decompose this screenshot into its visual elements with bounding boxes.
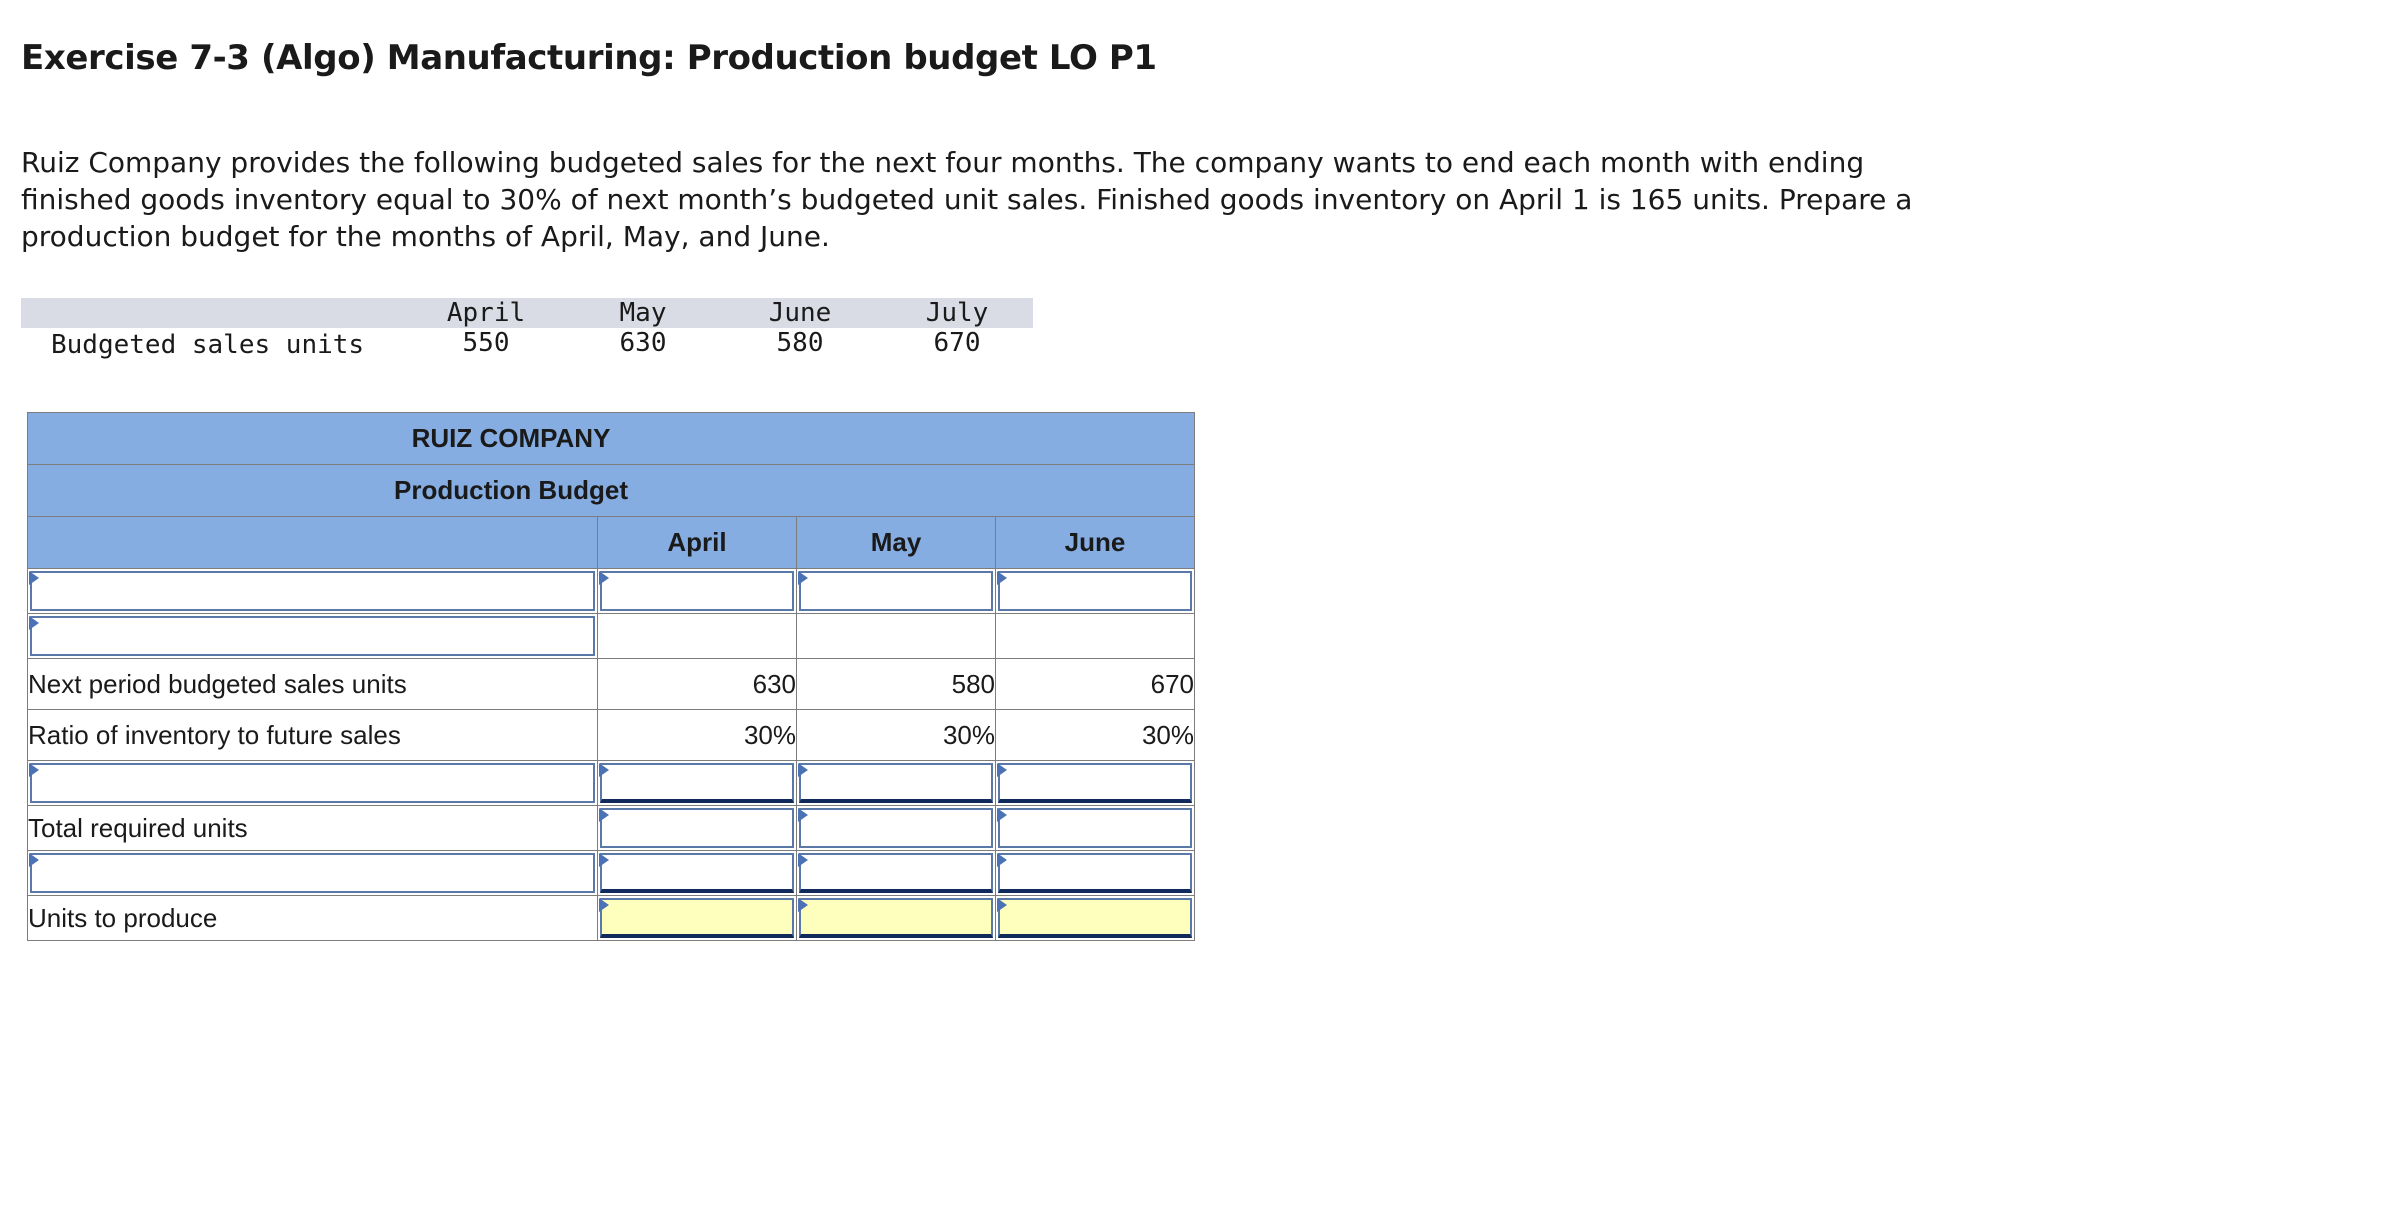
input-flag-icon [798,853,808,867]
inventory-ratio-label: Ratio of inventory to future sales [28,710,598,761]
row2-may-cell [797,614,996,659]
row2-april-cell [598,614,797,659]
input-flag-icon [798,808,808,822]
input-flag-icon [599,763,609,777]
total-required-label: Total required units [28,806,598,851]
row1-may-input[interactable] [797,569,996,614]
ratio-may: 30% [797,710,996,761]
sales-value-may: 630 [619,328,667,358]
row7-april-input[interactable] [598,851,797,896]
row5-april-input[interactable] [598,761,797,806]
row1-june-input[interactable] [996,569,1195,614]
sales-value-june: 580 [776,328,824,358]
dropdown-flag-icon [29,571,39,585]
row5-label-input[interactable] [28,761,598,806]
sales-month-june: June [768,298,832,328]
production-budget-table [27,412,1195,941]
budgeted-sales-table [21,298,1033,362]
input-flag-icon [599,808,609,822]
row1-label-input[interactable] [28,569,598,614]
total-required-may-input[interactable] [797,806,996,851]
row7-may-input[interactable] [797,851,996,896]
next-sales-april: 630 [598,659,797,710]
row2-label-input[interactable] [28,614,598,659]
input-flag-icon [997,571,1007,585]
next-period-sales-label: Next period budgeted sales units [28,659,598,710]
row5-june-input[interactable] [996,761,1195,806]
sales-value-july: 670 [933,328,981,358]
column-header-june: June [996,517,1195,569]
exercise-title: Exercise 7-3 (Algo) Manufacturing: Production budget LO P1 [21,38,1157,78]
sales-month-july: July [925,298,989,328]
ratio-april: 30% [598,710,797,761]
row2-june-cell [996,614,1195,659]
input-flag-icon [599,571,609,585]
input-flag-icon [997,763,1007,777]
input-flag-icon [798,763,808,777]
input-flag-icon [997,853,1007,867]
row5-may-input[interactable] [797,761,996,806]
sales-values-row [21,328,1033,362]
input-flag-icon [997,898,1007,912]
units-to-produce-june-input[interactable] [996,896,1195,941]
row7-label-input[interactable] [28,851,598,896]
company-name-header: RUIZ COMPANY [28,413,1195,465]
next-sales-june: 670 [996,659,1195,710]
units-to-produce-may-input[interactable] [797,896,996,941]
sales-value-april: 550 [462,328,510,358]
sales-header-row [21,298,1033,328]
row7-june-input[interactable] [996,851,1195,896]
sales-month-may: May [619,298,667,328]
exercise-instructions: Ruiz Company provides the following budgeted sales for the next four months. The company wants to end each month with ending finished goods inventory equal to 30% of next month’s budgeted unit sales. Finished goods inventory on April 1 is 165 units. Prepare a production budget for the months of April, May, and June. [21,146,1913,253]
units-to-produce-april-input[interactable] [598,896,797,941]
total-required-april-input[interactable] [598,806,797,851]
total-required-june-input[interactable] [996,806,1195,851]
next-sales-may: 580 [797,659,996,710]
sales-row-label: Budgeted sales units [51,330,365,360]
input-flag-icon [599,853,609,867]
dropdown-flag-icon [29,616,39,630]
row1-april-input[interactable] [598,569,797,614]
dropdown-flag-icon [29,853,39,867]
input-flag-icon [997,808,1007,822]
header-blank-cell [28,517,598,569]
input-flag-icon [599,898,609,912]
budget-name-header: Production Budget [28,465,1195,517]
dropdown-flag-icon [29,763,39,777]
input-flag-icon [798,571,808,585]
ratio-june: 30% [996,710,1195,761]
column-header-may: May [797,517,996,569]
units-to-produce-label: Units to produce [28,896,598,941]
input-flag-icon [798,898,808,912]
column-header-april: April [598,517,797,569]
sales-month-april: April [446,298,526,328]
